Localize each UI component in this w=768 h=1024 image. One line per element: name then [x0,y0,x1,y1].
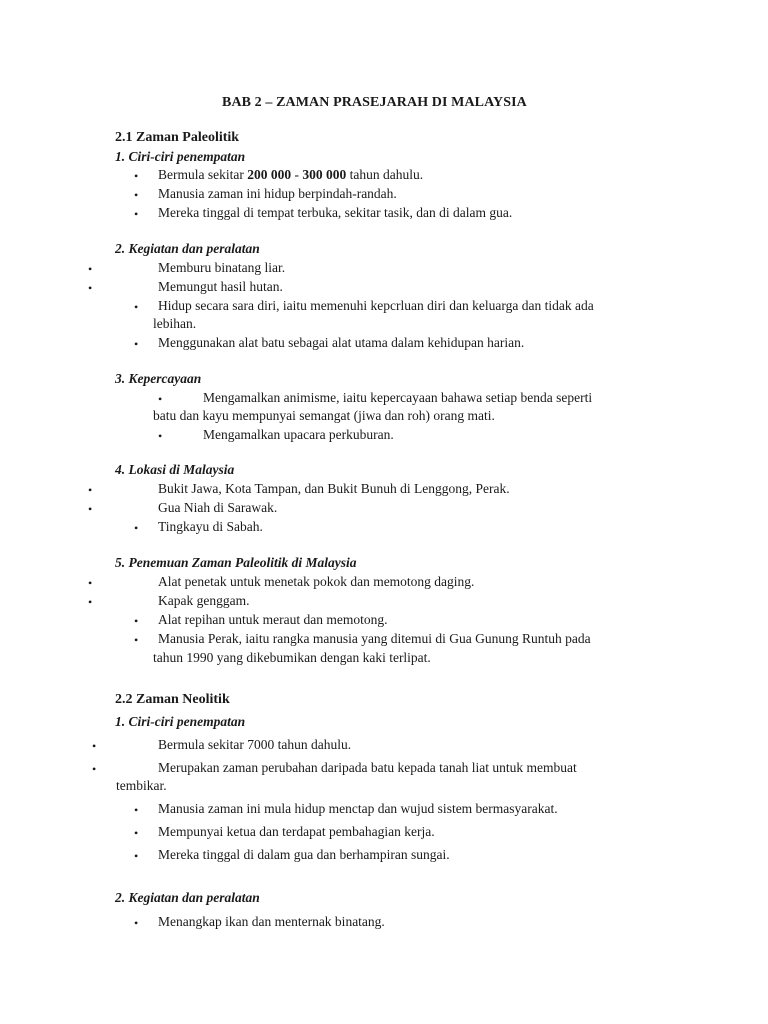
subheading-kegiatan-dan-peralatan: 2. Kegiatan dan peralatan [115,890,260,905]
subheading-penemuan-zaman-paleolitik: 5. Penemuan Zaman Paleolitik di Malaysia [115,555,357,570]
bullet-icon: • [92,739,97,753]
bullet-icon: • [134,300,139,314]
subheading-ciri-ciri-penempatan: 1. Ciri-ciri penempatan [115,714,246,729]
list-item: Gua Niah di Sarawak. [158,500,278,515]
list-item-continuation: lebihan. [153,316,197,331]
section-heading-2-1: 2.1 Zaman Paleolitik [115,130,240,145]
list-item: Hidup secara sara diri, iaitu memenuhi kepcrluan diri dan keluarga dan tidak ada [158,298,594,313]
bullet-icon: • [158,392,163,406]
highlight-number: 300 000 [302,167,347,182]
bullet-icon: • [134,614,139,628]
subheading-ciri-ciri-penempatan: 1. Ciri-ciri penempatan [115,149,246,164]
list-item: Mereka tinggal di dalam gua dan berhampiran sungai. [158,847,450,862]
subheading-lokasi-di-malaysia: 4. Lokasi di Malaysia [115,462,235,477]
bullet-icon: • [134,337,139,351]
bullet-icon: • [134,826,139,840]
bullet-icon: • [158,429,163,443]
list-item: Tingkayu di Sabah. [158,519,263,534]
subheading-kegiatan-dan-peralatan: 2. Kegiatan dan peralatan [115,241,260,256]
list-item: Mereka tinggal di tempat terbuka, sekitar tasik, dan di dalam gua. [158,205,513,220]
highlight-number: 200 000 [247,167,292,182]
list-item: Bukit Jawa, Kota Tampan, dan Bukit Bunuh di Lenggong, Perak. [158,481,510,496]
list-item: Manusia Perak, iaitu rangka manusia yang ditemui di Gua Gunung Runtuh pada [158,631,591,646]
list-item-continuation: tahun 1990 yang dikebumikan dengan kaki terlipat. [153,650,431,665]
bullet-icon: • [88,502,93,516]
list-item: Merupakan zaman perubahan daripada batu kepada tanah liat untuk membuat [158,760,577,775]
bullet-icon: • [88,595,93,609]
bullet-icon: • [134,169,139,183]
bullet-icon: • [134,803,139,817]
list-item: Memburu binatang liar. [158,260,286,275]
bullet-icon: • [134,633,139,647]
list-item: Manusia zaman ini hidup berpindah-randah. [158,186,397,201]
list-item: Menggunakan alat batu sebagai alat utama dalam kehidupan harian. [158,335,525,350]
bullet-icon: • [134,188,139,202]
subheading-kepercayaan: 3. Kepercayaan [115,371,202,386]
list-item-continuation: batu dan kayu mempunyai semangat (jiwa dan roh) orang mati. [153,408,495,423]
list-item: Bermula sekitar 200 000 - 300 000 tahun dahulu. [158,167,424,182]
list-item: Memungut hasil hutan. [158,279,283,294]
bullet-icon: • [134,916,139,930]
bullet-icon: • [88,483,93,497]
list-item: Manusia zaman ini mula hidup menctap dan wujud sistem bermasyarakat. [158,801,558,816]
section-heading-2-2: 2.2 Zaman Neolitik [115,692,230,707]
list-item: Kapak genggam. [158,593,250,608]
document-title: BAB 2 – ZAMAN PRASEJARAH DI MALAYSIA [222,95,527,110]
bullet-icon: • [88,262,93,276]
bullet-icon: • [88,281,93,295]
bullet-icon: • [134,849,139,863]
list-item: Menangkap ikan dan menternak binatang. [158,914,385,929]
bullet-icon: • [92,762,97,776]
bullet-icon: • [134,521,139,535]
list-item: Mengamalkan animisme, iaitu kepercayaan bahawa setiap benda seperti [203,390,593,405]
list-item-continuation: tembikar. [116,778,167,793]
bullet-icon: • [134,207,139,221]
list-item: Alat penetak untuk menetak pokok dan memotong daging. [158,574,475,589]
bullet-icon: • [88,576,93,590]
list-item: Alat repihan untuk meraut dan memotong. [158,612,388,627]
list-item: Mempunyai ketua dan terdapat pembahagian kerja. [158,824,435,839]
list-item: Bermula sekitar 7000 tahun dahulu. [158,737,352,752]
list-item: Mengamalkan upacara perkuburan. [203,427,394,442]
